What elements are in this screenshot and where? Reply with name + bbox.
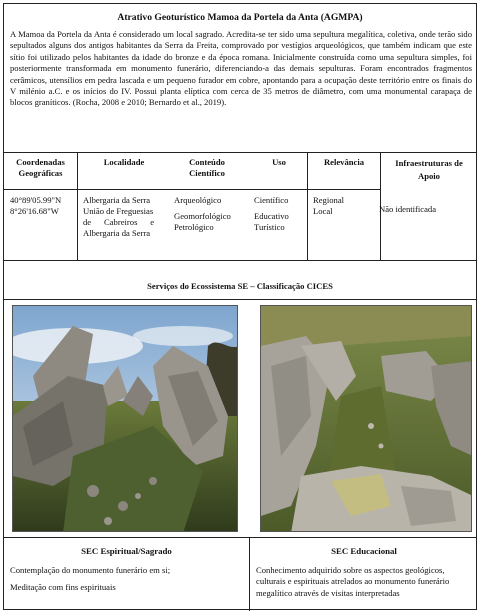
header-relevancia: Relevância (323, 157, 365, 167)
col-divider (307, 152, 308, 260)
header-coordenadas: Coordenadas Geográficas (16, 157, 65, 178)
sec-educacional-text: Conhecimento adquirido sobre os aspectos geológicos, culturais e espirituais atrelados ao monumento funerário megalítico através de visitas interpretadas (256, 565, 450, 598)
services-divider (4, 299, 476, 300)
page-title: Atrativo Geoturístico Mamoa da Portela da Anta (AGMPA) (117, 12, 363, 23)
cell-localidade: Albergaria da Serra União de Freguesias de Cabreiros e Albergaria da Serra (83, 195, 155, 238)
table-bottom-border (4, 260, 476, 261)
sec-espiritual-text: Contemplação do monumento funerário em si; Meditação com fins espirituais (10, 565, 171, 593)
intro-paragraph: A Mamoa da Portela da Anta é considerado um local sagrado. Acredita-se ter sido uma sepultura megalítica, coletiva, onde terão sido sepultados alguns dos antigos habitantes da Serra da Freita, comprovado por vestígios arqueológicos, que também indicam que este sítio foi utilizado pelos habitantes da idade do bronze e da época romana. Inicialmente construída como uma sepultura simples, foi posteriormente transformada em monumento funerário, diferenciando-a das demais sepulturas. Foram encontrados fragmentos cerâmicos, utensílios em pedra lascada e um pequeno furador em cobre, apontando para a ocupação deste território entre os finais do V milénio a.C. e os inícios do IV. Possui planta elíptica com cerca de 35 metros de diâmetro, com uma monumental carapaça de blocos graníticos. (Rocha, 2008 e 2010; Bernardo et al., 2019). (10, 29, 472, 108)
sec-espiritual-title: SEC Espiritual/Sagrado (81, 546, 172, 556)
document-page (3, 3, 477, 610)
cell-conteudo: Arqueológico Geomorfológico Petrológico (174, 195, 231, 232)
col-divider (77, 152, 78, 260)
sec-top-divider (4, 537, 476, 538)
header-infraestruturas: Infraestruturas de Apoio (395, 158, 463, 181)
photo-mamoa-corridor-right (260, 305, 472, 532)
table-header-divider (4, 189, 380, 190)
header-conteudo: Conteúdo Científico (189, 157, 225, 178)
cell-infraestruturas: Não identificada (379, 204, 437, 214)
sec-educacional-title: SEC Educacional (331, 546, 397, 556)
photo-mamoa-stones-left (12, 305, 238, 532)
header-uso: Uso (272, 157, 286, 167)
services-title: Serviços do Ecossistema SE – Classificação CICES (147, 281, 333, 291)
table-top-border (4, 152, 476, 153)
cell-relevancia: Regional Local (313, 195, 345, 216)
header-localidade: Localidade (103, 157, 145, 167)
cell-uso: Científico Educativo Turístico (254, 195, 289, 232)
cell-coordenadas: 40°89'05.99"N 8°26'16.68"W (10, 195, 62, 216)
